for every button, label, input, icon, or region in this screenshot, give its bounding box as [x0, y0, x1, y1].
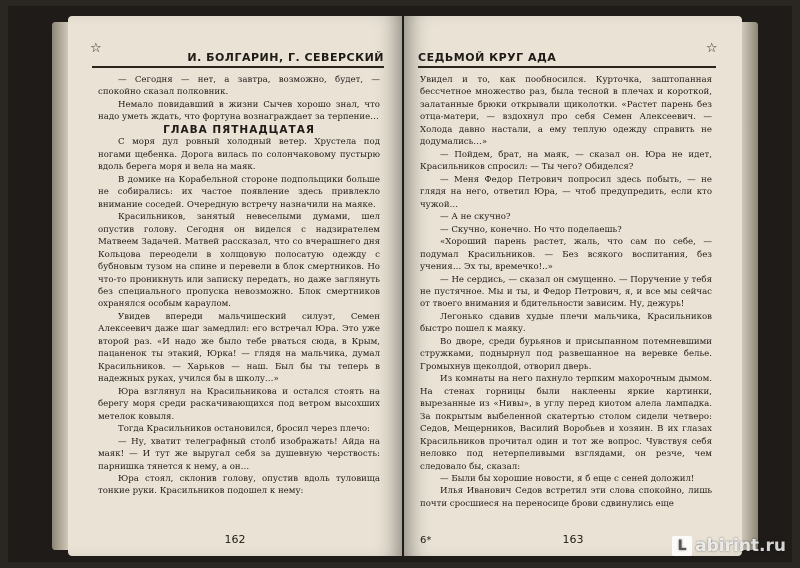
paragraph: — Сегодня — нет, а завтра, возможно, будет, — спокойно сказал полковник.	[98, 75, 380, 98]
watermark-text: abirint.ru	[695, 536, 786, 556]
paragraph: — Пойдем, брат, на маяк, — сказал он. Юра не идет, Красильников спросил: — Ты чего? Обиделся?	[420, 149, 712, 173]
paragraph: Немало повидавший в жизни Сычев хорошо знал, что надо уметь ждать, что фортуна вознаграждает за терпение…	[98, 99, 380, 123]
right-page	[404, 16, 742, 556]
watermark	[672, 536, 786, 556]
paragraph: — Ну, хватит телеграфный столб изображать! Айда на маяк! — И тут же выругал себя за душевную черствость: парнишка тянется к нему, а он…	[98, 436, 380, 472]
left-running-head	[90, 41, 384, 68]
page-number-right: 163	[562, 533, 584, 546]
chapter-title: ГЛАВА ПЯТНАДЦАТАЯ	[163, 123, 315, 136]
right-running-head-text: СЕДЬМОЙ КРУГ АДА	[418, 51, 557, 64]
paragraph: Илья Иванович Седов встретил эти слова спокойно, лишь почти сросшиеся на переносице брови сдвинулись еще	[420, 486, 712, 509]
right-page-text	[420, 74, 712, 510]
signature-mark: 6*	[420, 535, 432, 546]
star-icon: ☆	[90, 41, 103, 56]
right-running-head	[418, 41, 718, 68]
left-running-head-text: И. БОЛГАРИН, Г. СЕВЕРСКИЙ	[187, 51, 384, 64]
paragraph: — Меня Федор Петрович попросил здесь побыть, — не глядя на него, ответил Юра, — чтоб предупредить, если кто чужой…	[420, 174, 712, 210]
paragraph: Легонько сдавив худые плечи мальчика, Красильников быстро пошел к маяку.	[420, 311, 712, 335]
right-page-edge	[740, 22, 758, 550]
paragraph: — Не сердись, — сказал он смущенно. — Поручение у тебя не пустячное. Мы и ты, и Федор Петрович, я, и все мы сейчас от твоего внимания и бдительности зависим. Ну, дежурь!	[420, 274, 712, 310]
paragraph: Во дворе, среди бурьянов и присыпанном потемневшими стружками, поднырнул под развешанное на веревке белье. Громыхнув щеколдой, отворил дверь.	[420, 336, 712, 372]
paragraph: С моря дул ровный холодный ветер. Хрустела под ногами щебенка. Дорога вилась по солончаковому пустырю вдоль берега моря и вела на маяк.	[98, 137, 380, 173]
paragraph: — Были бы хорошие новости, я б еще с сеней доложил!	[440, 474, 695, 484]
paragraph: — А не скучно?	[440, 212, 511, 223]
star-icon: ☆	[705, 41, 718, 56]
paragraph: Юра взглянул на Красильникова и остался стоять на берегу моря среди раскачивающихся под ветром высохших метелок ковыля.	[98, 386, 380, 422]
paragraph: — Скучно, конечно. Но что поделаешь?	[440, 224, 622, 235]
paragraph: Тогда Красильников остановился, бросил через плечо:	[118, 424, 370, 435]
paragraph: В домике на Корабельной стороне подпольщики больше не собирались: их частое появление здесь привлекло внимание соседей. Очередную встречу назначили на маяке.	[98, 174, 380, 210]
left-page	[68, 16, 402, 556]
paragraph: «Хороший парень растет, жаль, что сам по себе, — подумал Красильников. — Без всякого воспитания, без учения… Эх ты, времечко!..»	[420, 237, 712, 273]
paragraph: Увидев впереди мальчишеский силуэт, Семен Алексеевич даже шаг замедлил: его встречал Юра. Это уже второй раз. «И надо же было тебе рваться сюда, в Крым, пацаненок ты этакий, Юрка! — глядя на мальчика, думал Красильников. — Харьков — наш. Был бы ты теперь в надежных руках, учился бы в школу…»	[98, 311, 380, 385]
paragraph: Увидел и то, как пообносился. Курточка, заштопанная бессчетное множество раз, была тесной в плечах и короткой, залатанные брюки открывали щиколотки. «Растет парень без отца-матери, — вздохнул про себя Семен Алексеевич. — Холода давно настали, а ему теплую одежду справить не додумались…»	[420, 75, 712, 148]
labirint-logo-icon: L	[672, 536, 692, 556]
paragraph: Из комнаты на него пахнуло терпким махорочным дымом. На стенах горницы были наклеены яркие картинки, вырезанные из «Нивы», в углу перед киотом алела лампадка. За покрытым выбеленной скатертью столом сидели четверо: Седов, Мещерников, Василий Воробьев и хозяин. В их глазах Красильников прочитал один и тот же вопрос. Чувствуя себя неловко под нетерпеливыми взглядами, он резче, чем следовало бы, сказал:	[420, 374, 712, 472]
paragraph: Юра стоял, склонив голову, опустив вдоль туловища тонкие руки. Красильников подошел к нему:	[98, 474, 380, 497]
page-number-left: 162	[224, 533, 246, 546]
left-page-text	[98, 74, 380, 498]
book-spread	[8, 6, 792, 562]
paragraph: Красильников, занятый невеселыми думами, шел опустив голову. Сегодня он виделся с надзирателем Матвеем Задачей. Матвей рассказал, что со вчерашнего дня Кольцова переодели в холщовую полосатую одежду с бубновым тузом на спине и перевели в блок смертников. Но что-то проникнуть или записку передать, но даже заглянуть без специального пропуска невозможно. Блок смертников охранялся особым караулом.	[98, 212, 380, 310]
